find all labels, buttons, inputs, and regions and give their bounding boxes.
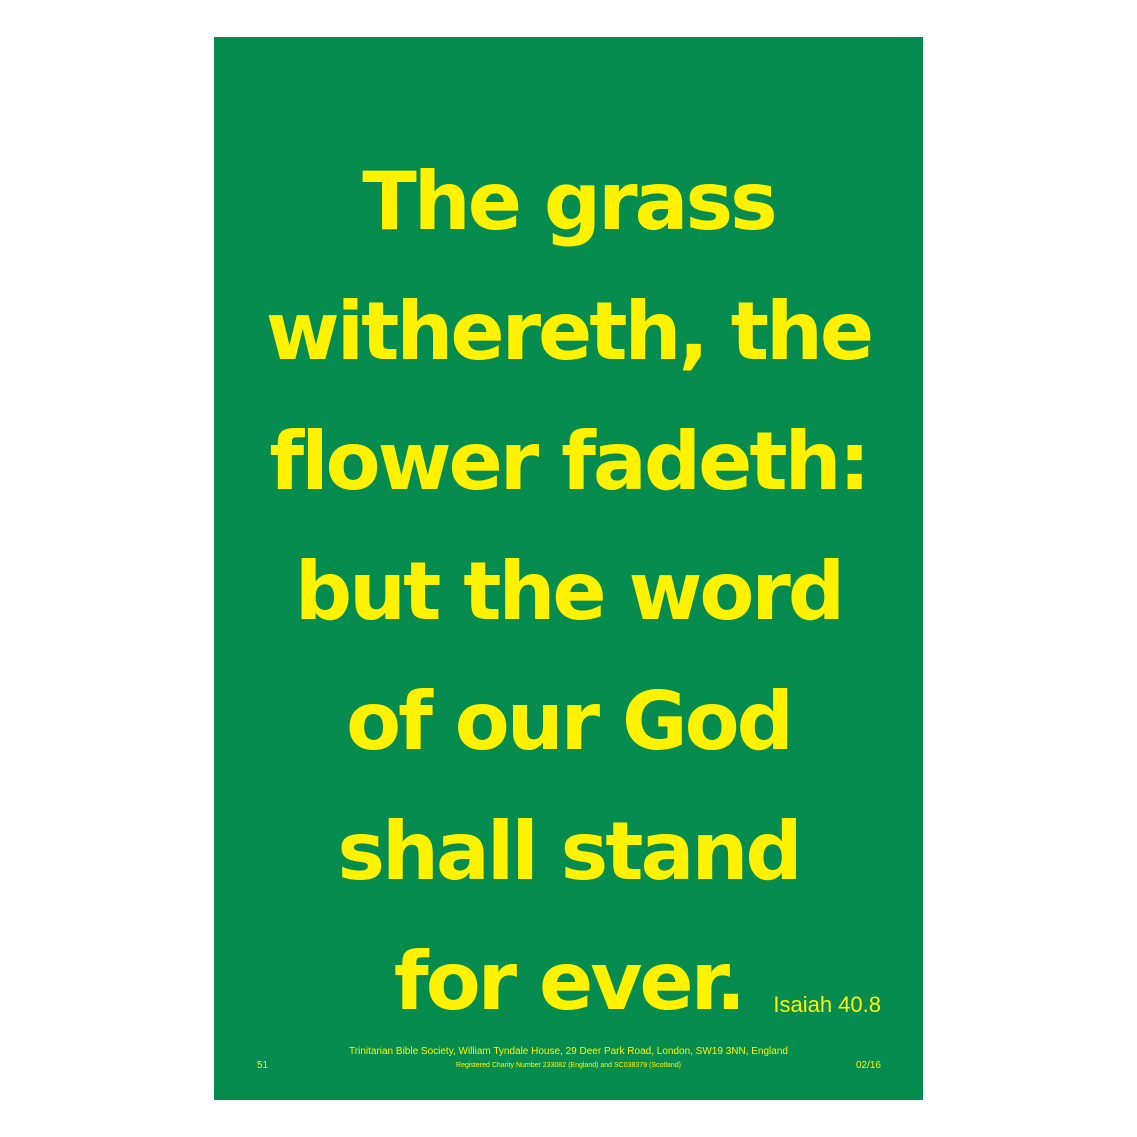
poster-number: 51 xyxy=(257,1060,269,1071)
verse-line: shall stand xyxy=(337,805,800,898)
verse-text xyxy=(214,137,923,1047)
verse-line: for ever. xyxy=(393,935,744,1028)
poster xyxy=(214,37,923,1100)
verse-line: flower fadeth: xyxy=(269,415,868,508)
publisher-address: Trinitarian Bible Society, William Tyndale House, 29 Deer Park Road, London, SW19 3NN, England xyxy=(349,1046,788,1057)
charity-number: Registered Charity Number 233082 (England) and SC038379 (Scotland) xyxy=(456,1062,681,1069)
verse-reference: Isaiah 40.8 xyxy=(773,992,881,1017)
print-date: 02/16 xyxy=(855,1060,881,1071)
verse-line: of our God xyxy=(346,675,791,768)
verse-line: The grass xyxy=(362,155,775,248)
verse-line: but the word xyxy=(294,545,843,638)
verse-line: withereth, the xyxy=(265,285,872,378)
